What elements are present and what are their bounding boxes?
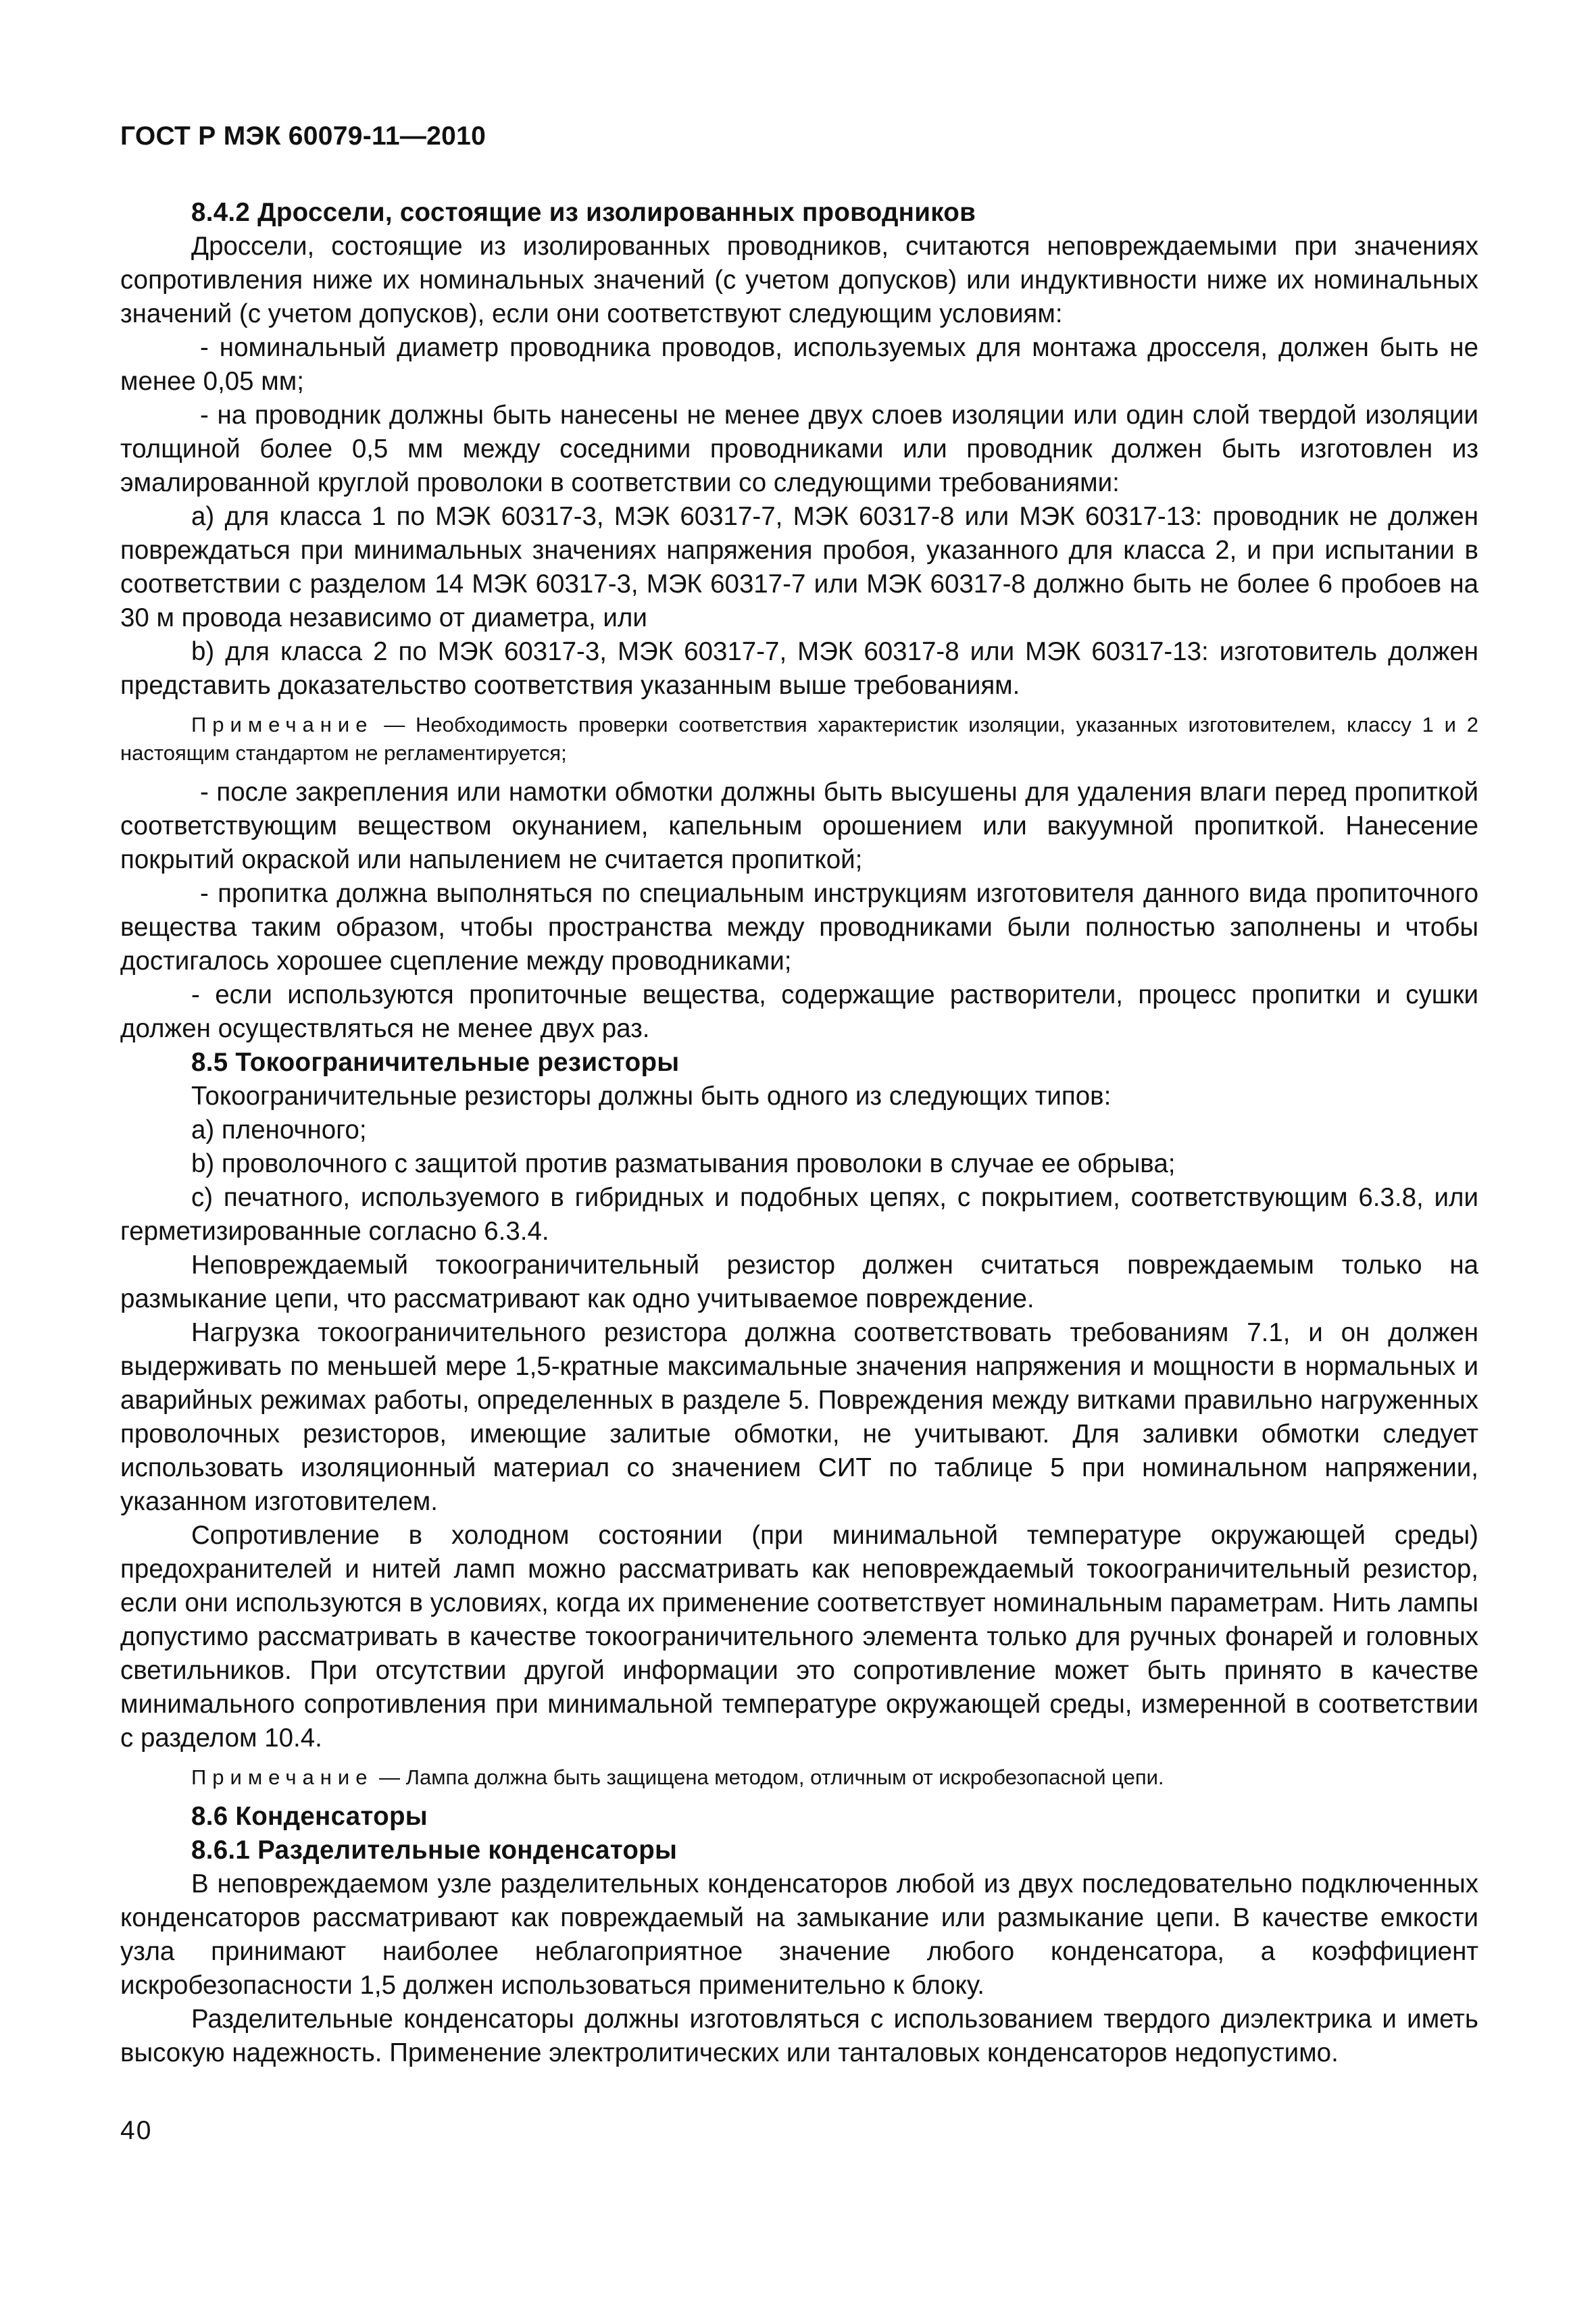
paragraph: Токоограничительные резисторы должны быть одного из следующих типов: [191, 1082, 1112, 1111]
section-8-6-heading: 8.6 Конденсаторы [191, 1802, 428, 1831]
list-item: b) для класса 2 по МЭК 60317-3, МЭК 60317-7, МЭК 60317-8 или МЭК 60317-13: изготовитель должен представить доказательство соответствия указанным выше требованиям. [120, 637, 1478, 700]
paragraph: Нагрузка токоограничительного резистора должна соответствовать требованиям 7.1, и он должен выдерживать по меньшей мере 1,5-кратные максимальные значения напряжения и мощности в нормальных и аварийных режимах работы, определенных в разделе 5. Повреждения между витками правильно нагруженных проволочных резисторов, имеющие залитые обмотки, не учитывают. Для заливки обмотки следует использовать изоляционный материал со значением СИТ по таблице 5 при номинальном напряжении, указанном изготовителем. [120, 1318, 1478, 1516]
page-number: 40 [120, 2116, 153, 2145]
note-label: Примечание [191, 713, 374, 736]
paragraph: Неповреждаемый токоограничительный резистор должен считаться повреждаемым только на размыкание цепи, что рассматривают как одно учитываемое повреждение. [120, 1251, 1478, 1313]
section-8-6-1-heading: 8.6.1 Разделительные конденсаторы [191, 1836, 678, 1865]
list-item: а) для класса 1 по МЭК 60317-3, МЭК 60317-7, МЭК 60317-8 или МЭК 60317-13: проводник не должен повреждаться при минимальных значениях напряжения пробоя, указанного для класса 2, и при испытании в соответствии с разделом 14 МЭК 60317-3, МЭК 60317-7 или МЭК 60317-8 должно быть не более 6 пробоев на 30 м провода независимо от диаметра, или [120, 502, 1478, 632]
list-item: а) пленочного; [191, 1115, 367, 1145]
list-item: b) проволочного с защитой против разматывания проволоки в случае ее обрыва; [191, 1149, 1176, 1178]
note [120, 1763, 1478, 1792]
note-text: — Лампа должна быть защищена методом, отличным от искробезопасной цепи. [373, 1765, 1164, 1789]
paragraph: В неповреждаемом узле разделительных конденсаторов любой из двух последовательно подключенных конденсаторов рассматривают как повреждаемый на замыкание или размыкание цепи. В качестве емкости узла принимают наиболее неблагоприятное значение любого конденсатора, а коэффициент искробезопасности 1,5 должен использоваться применительно к блоку. [120, 1869, 1478, 2000]
document-header: ГОСТ Р МЭК 60079-11—2010 [120, 122, 487, 151]
list-item: - после закрепления или намотки обмотки должны быть высушены для удаления влаги перед пропиткой соответствующим веществом окунанием, капельным орошением или вакуумной пропиткой. Нанесение покрытий окраской или напылением не считается пропиткой; [120, 778, 1478, 874]
paragraph: Дроссели, состоящие из изолированных проводников, считаются неповреждаемыми при значениях сопротивления ниже их номинальных значений (с учетом допусков) или индуктивности ниже их номинальных значений (с учетом допусков), если они соответствуют следующим условиям: [120, 232, 1478, 328]
list-item: - на проводник должны быть нанесены не менее двух слоев изоляции или один слой твердой изоляции толщиной более 0,5 мм между соседними проводниками или проводник должен быть изготовлен из эмалированной круглой проволоки в соответствии со следующими требованиями: [120, 401, 1478, 497]
paragraph: Разделительные конденсаторы должны изготовляться с использованием твердого диэлектрика и иметь высокую надежность. Применение электролитических или танталовых конденсаторов недопустимо. [120, 2005, 1478, 2067]
list-item: - пропитка должна выполняться по специальным инструкциям изготовителя данного вида пропиточного вещества таким образом, чтобы пространства между проводниками были полностью заполнены и чтобы достигалось хорошее сцепление между проводниками; [120, 879, 1478, 976]
note [120, 711, 1478, 768]
list-item: - если используются пропиточные вещества, содержащие растворители, процесс пропитки и сушки должен осуществляться не менее двух раз. [120, 980, 1478, 1043]
section-8-4-2-heading: 8.4.2 Дроссели, состоящие из изолированных проводников [191, 198, 976, 227]
section-8-5-heading: 8.5 Токоограничительные резисторы [191, 1048, 680, 1077]
list-item: - номинальный диаметр проводника проводов, используемых для монтажа дросселя, должен быть не менее 0,05 мм; [120, 333, 1478, 396]
note-label: Примечание [191, 1765, 374, 1789]
note-text: — Необходимость проверки соответствия характеристик изоляции, указанных изготовителем, классу 1 и 2 настоящим стандартом не регламентируется; [120, 713, 1478, 765]
list-item: с) печатного, используемого в гибридных и подобных цепях, с покрытием, соответствующим 6.3.8, или герметизированные согласно 6.3.4. [120, 1183, 1478, 1246]
paragraph: Сопротивление в холодном состоянии (при минимальной температуре окружающей среды) предохранителей и нитей ламп можно рассматривать как неповреждаемый токоограничительный резистор, если они используются в условиях, когда их применение соответствует номинальным параметрам. Нить лампы допустимо рассматривать в качестве токоограничительного элемента только для ручных фонарей и головных светильников. При отсутствии другой информации это сопротивление может быть принято в качестве минимального сопротивления при минимальной температуре окружающей среды, измеренной в соответствии с разделом 10.4. [120, 1521, 1478, 1753]
page-body [120, 196, 1478, 2070]
